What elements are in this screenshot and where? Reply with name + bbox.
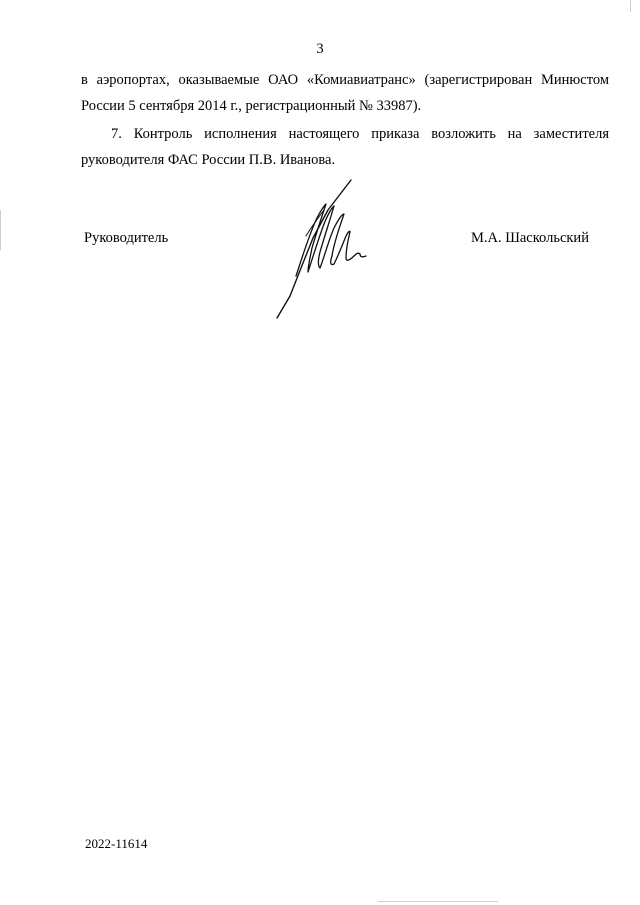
signatory-title: Руководитель (84, 230, 169, 246)
signatory-name: М.А. Шаскольский (471, 230, 589, 246)
paragraph-continuation: в аэропортах, оказываемые ОАО «Комиавиатранс» (зарегистрирован Минюстом России 5 сентября 2014 г., регистрационный № 33987). (81, 72, 609, 114)
document-code: 2022-11614 (85, 836, 148, 851)
scan-edge-mark (630, 0, 631, 12)
paragraph-7: 7. Контроль исполнения настоящего приказа возложить на заместителя руководителя ФАС России П.В. Иванова. (81, 126, 609, 168)
scan-edge-mark (0, 210, 1, 250)
scan-edge-mark (378, 901, 498, 902)
page-number: 3 (316, 41, 324, 57)
handwritten-signature (268, 176, 368, 321)
